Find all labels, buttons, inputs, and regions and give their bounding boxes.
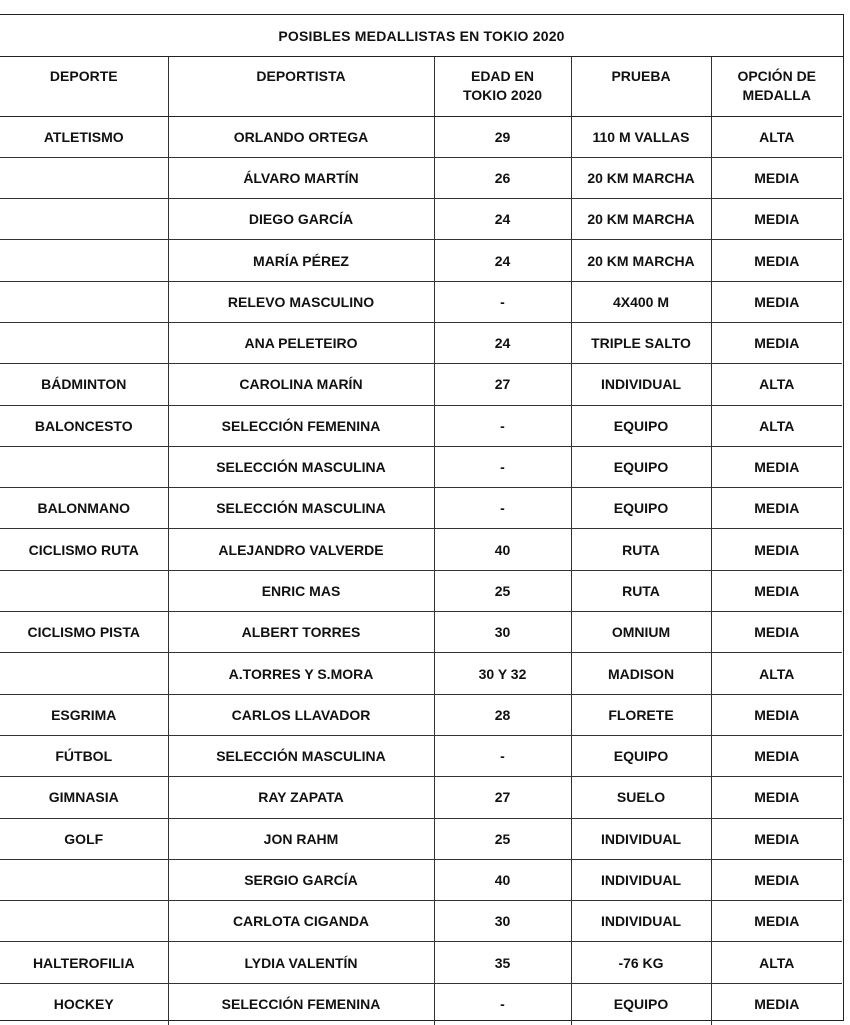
cell-deporte: [0, 570, 168, 611]
cell-deporte: BÁDMINTON: [0, 364, 168, 405]
cell-opcion: MEDIA: [711, 157, 842, 198]
cell-prueba: EQUIPO: [571, 488, 711, 529]
cell-opcion: MEDIA: [711, 240, 842, 281]
cell-edad: 30: [434, 612, 571, 653]
cell-deportista: JON RAHM: [168, 818, 434, 859]
cell-prueba: INDIVIDUAL: [571, 901, 711, 942]
cell-prueba: 20 KM MARCHA: [571, 199, 711, 240]
cell-edad: 30 Y 32: [434, 653, 571, 694]
table-row: [0, 818, 842, 859]
cell-deporte: CICLISMO RUTA: [0, 529, 168, 570]
cell-deporte: GIMNASIA: [0, 777, 168, 818]
cell-edad: 26: [434, 157, 571, 198]
table-row: [0, 653, 842, 694]
cell-deporte: [0, 653, 168, 694]
cell-opcion: ALTA: [711, 653, 842, 694]
table-row: [0, 240, 842, 281]
cell-deportista: SELECCIÓN FEMENINA: [168, 405, 434, 446]
cell-opcion: MEDIA: [711, 281, 842, 322]
table-row: [0, 364, 842, 405]
cell-edad: 30: [434, 901, 571, 942]
medallists-sheet: [0, 14, 844, 1021]
header-edad: [434, 57, 571, 116]
cell-edad: 29: [434, 116, 571, 157]
header-prueba-label: PRUEBA: [611, 68, 671, 84]
cell-edad: -: [434, 488, 571, 529]
table-row: [0, 735, 842, 776]
cell-edad: 27: [434, 777, 571, 818]
cell-prueba: 4X400 M: [571, 281, 711, 322]
cell-deporte: [0, 859, 168, 900]
cell-edad: -: [434, 281, 571, 322]
table-row: [0, 157, 842, 198]
table-row: [0, 322, 842, 363]
cell-deportista: ALBERT TORRES: [168, 612, 434, 653]
cell-prueba: RUTA: [571, 529, 711, 570]
cell-deportista: CARLOTA CIGANDA: [168, 901, 434, 942]
cell-prueba: 20 KM MARCHA: [571, 240, 711, 281]
cell-deporte: FÚTBOL: [0, 735, 168, 776]
cell-prueba: EQUIPO: [571, 983, 711, 1024]
cell-opcion: MEDIA: [711, 199, 842, 240]
cell-edad: 25: [434, 570, 571, 611]
table-row: [0, 405, 842, 446]
cell-prueba: 110 M VALLAS: [571, 116, 711, 157]
cell-opcion: MEDIA: [711, 983, 842, 1024]
cell-deporte: HOCKEY: [53, 996, 114, 1013]
cell-prueba: -76 KG: [571, 942, 711, 983]
cell-deporte: ATLETISMO: [0, 116, 168, 157]
cell-deporte: [0, 199, 168, 240]
cell-deporte: [0, 446, 168, 487]
cell-prueba: INDIVIDUAL: [571, 859, 711, 900]
table-body: [0, 116, 842, 1025]
cell-deportista: SELECCIÓN MASCULINA: [168, 488, 434, 529]
cell-prueba: RUTA: [571, 570, 711, 611]
header-deportista-label: DEPORTISTA: [256, 68, 346, 84]
cell-prueba: MADISON: [571, 653, 711, 694]
cell-opcion: MEDIA: [711, 777, 842, 818]
cell-opcion: MEDIA: [711, 322, 842, 363]
header-edad-line2: TOKIO 2020: [462, 87, 543, 103]
cell-prueba: OMNIUM: [571, 612, 711, 653]
cell-prueba: 20 KM MARCHA: [571, 157, 711, 198]
cell-deporte: BALONCESTO: [0, 405, 168, 446]
cell-opcion: MEDIA: [711, 901, 842, 942]
cell-prueba: EQUIPO: [571, 405, 711, 446]
header-deporte: [0, 57, 168, 116]
table-row: [0, 281, 842, 322]
cell-deportista: CAROLINA MARÍN: [168, 364, 434, 405]
cell-opcion: MEDIA: [711, 529, 842, 570]
cell-deporte: GOLF: [0, 818, 168, 859]
cell-deportista: CARLOS LLAVADOR: [168, 694, 434, 735]
cell-edad: 24: [434, 322, 571, 363]
cell-opcion: ALTA: [711, 405, 842, 446]
table-row: [0, 777, 842, 818]
header-deporte-label: DEPORTE: [49, 68, 118, 84]
cell-edad: 27: [434, 364, 571, 405]
cell-deportista: SELECCIÓN MASCULINA: [168, 735, 434, 776]
table-row: [0, 446, 842, 487]
cell-opcion: MEDIA: [711, 694, 842, 735]
cell-deportista: SELECCIÓN MASCULINA: [168, 446, 434, 487]
table-row: [0, 612, 842, 653]
table-row: [0, 529, 842, 570]
cell-deportista: ALEJANDRO VALVERDE: [168, 529, 434, 570]
cell-edad: 40: [434, 529, 571, 570]
table-row: [0, 901, 842, 942]
table-row: [0, 694, 842, 735]
cell-deportista: MARÍA PÉREZ: [168, 240, 434, 281]
cell-prueba: INDIVIDUAL: [571, 364, 711, 405]
table-row: [0, 570, 842, 611]
cell-deportista: ANA PELETEIRO: [168, 322, 434, 363]
cell-deporte: [0, 322, 168, 363]
cell-deporte: BALONMANO: [0, 488, 168, 529]
cell-deporte: CICLISMO PISTA: [0, 612, 168, 653]
cell-deportista: ÁLVARO MARTÍN: [168, 157, 434, 198]
cell-deporte: [0, 240, 168, 281]
cell-edad: 40: [434, 859, 571, 900]
table-row: [0, 942, 842, 983]
cell-edad: -: [434, 405, 571, 446]
cell-opcion: MEDIA: [711, 612, 842, 653]
table-row: [0, 488, 842, 529]
cell-opcion: MEDIA: [711, 446, 842, 487]
cell-deportista: DIEGO GARCÍA: [168, 199, 434, 240]
cell-edad: -: [434, 446, 571, 487]
header-row: [0, 57, 842, 116]
cell-edad: -: [434, 983, 571, 1024]
cell-opcion: MEDIA: [711, 818, 842, 859]
cell-deporte: [0, 901, 168, 942]
cell-opcion: ALTA: [711, 942, 842, 983]
cell-deporte: ESGRIMA: [0, 694, 168, 735]
page-title: POSIBLES MEDALLISTAS EN TOKIO 2020: [0, 15, 843, 57]
table-row: [0, 199, 842, 240]
cell-prueba: SUELO: [571, 777, 711, 818]
cell-prueba: EQUIPO: [571, 735, 711, 776]
header-edad-line1: EDAD EN: [470, 68, 534, 84]
cell-opcion: ALTA: [711, 364, 842, 405]
header-opcion-line1: OPCIÓN DE: [737, 68, 817, 84]
header-opcion: [711, 57, 842, 116]
cell-prueba: TRIPLE SALTO: [571, 322, 711, 363]
cell-deporte: HALTEROFILIA: [0, 942, 168, 983]
cell-opcion: MEDIA: [711, 488, 842, 529]
table-row: [0, 116, 842, 157]
table-row: [0, 859, 842, 900]
cell-edad: 28: [434, 694, 571, 735]
cell-deportista: RELEVO MASCULINO: [168, 281, 434, 322]
header-opcion-line2: MEDALLA: [742, 87, 811, 103]
cell-opcion: MEDIA: [711, 570, 842, 611]
cell-opcion: MEDIA: [711, 735, 842, 776]
cell-opcion: ALTA: [711, 116, 842, 157]
cell-deportista: RAY ZAPATA: [168, 777, 434, 818]
cell-prueba: EQUIPO: [571, 446, 711, 487]
cell-edad: 24: [434, 199, 571, 240]
header-prueba: [571, 57, 711, 116]
cell-deportista: SERGIO GARCÍA: [168, 859, 434, 900]
cell-edad: 24: [434, 240, 571, 281]
cell-deporte: [0, 157, 168, 198]
cell-deportista: SELECCIÓN FEMENINA: [168, 983, 434, 1024]
table-row: [0, 983, 842, 1024]
medallists-table: [0, 57, 842, 1025]
cell-deportista: LYDIA VALENTÍN: [168, 942, 434, 983]
cell-deporte: [0, 281, 168, 322]
cell-opcion: MEDIA: [711, 859, 842, 900]
cell-prueba: INDIVIDUAL: [571, 818, 711, 859]
cell-deportista: ORLANDO ORTEGA: [168, 116, 434, 157]
cell-edad: 35: [434, 942, 571, 983]
header-deportista: [168, 57, 434, 116]
cell-deportista: A.TORRES Y S.MORA: [168, 653, 434, 694]
cell-prueba: FLORETE: [571, 694, 711, 735]
cell-edad: -: [434, 735, 571, 776]
cell-deportista: ENRIC MAS: [168, 570, 434, 611]
cell-edad: 25: [434, 818, 571, 859]
